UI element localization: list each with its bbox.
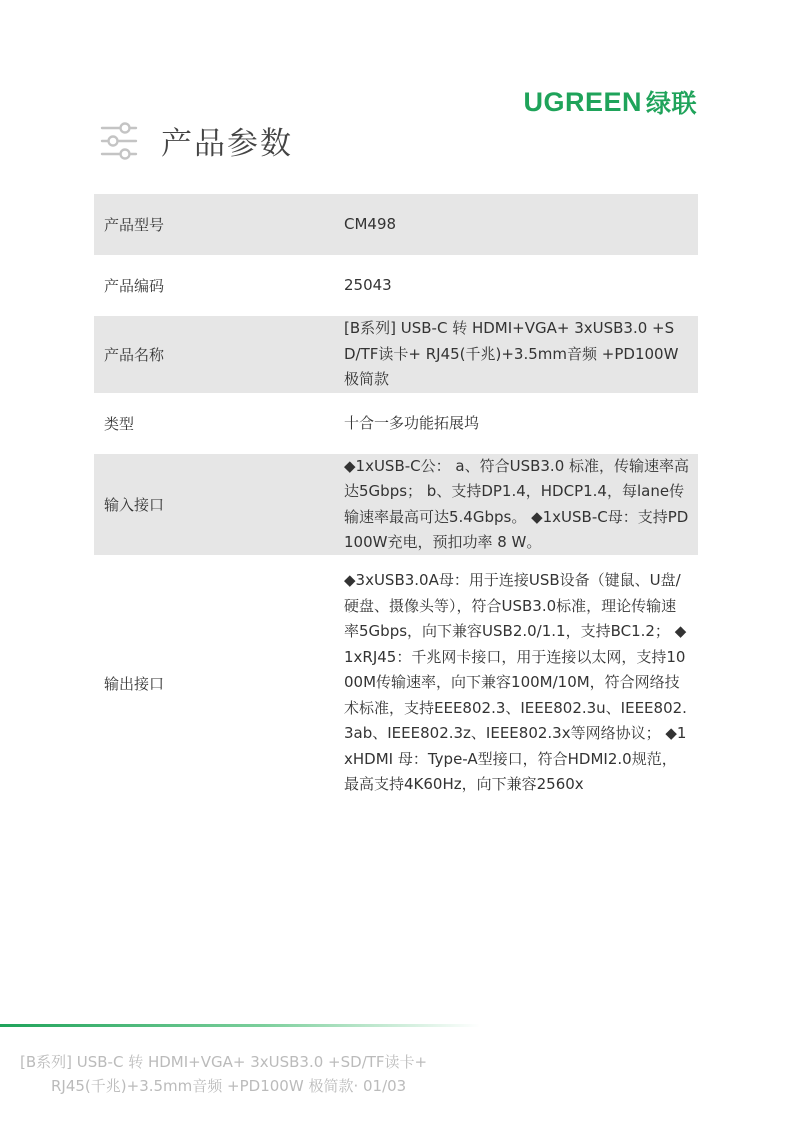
brand-logo-latin: UGREEN (523, 86, 642, 117)
spec-row-code (94, 255, 698, 316)
spec-row-input (94, 454, 698, 555)
spec-row-model (94, 194, 698, 255)
spec-row-output (94, 555, 698, 811)
spec-label: 产品编码 (104, 277, 165, 295)
spec-label: 产品型号 (104, 216, 165, 234)
spec-value: 十合一多功能拓展坞 (344, 413, 480, 432)
spec-row-name (94, 316, 698, 393)
sliders-icon (100, 122, 138, 160)
spec-label: 类型 (104, 415, 135, 433)
footer-caption (20, 1050, 490, 1098)
spec-value: [B系列] USB-C 转 HDMI+VGA+ 3xUSB3.0 +SD/TF读卡+ RJ45(千兆)+3.5mm音频 +PD100W 极简款 (344, 319, 679, 389)
spec-value: CM498 (344, 214, 397, 233)
spec-value: 25043 (344, 275, 392, 294)
spec-label: 产品名称 (104, 346, 165, 364)
spec-label: 输出接口 (104, 674, 165, 693)
spec-row-type (94, 393, 698, 454)
brand-logo (523, 84, 697, 120)
brand-logo-cjk: 绿联 (645, 89, 697, 118)
footer-line-2: RJ45(千兆)+3.5mm音频 +PD100W 极简款· 01/03 (51, 1077, 407, 1095)
spec-value: ◆1xUSB-C公： a、符合USB3.0 标准，传输速率高达5Gbps； b、支持DP1.4，HDCP1.4，每lane传输速率最高可达5.4Gbps。 ◆1xUSB-C母：支持PD 100W充电，预扣功率 8 W。 (344, 456, 690, 551)
section-header (100, 118, 293, 163)
spec-table (94, 194, 698, 811)
footer-divider (0, 1024, 480, 1027)
section-title: 产品参数 (161, 126, 293, 162)
footer-line-1: [B系列] USB-C 转 HDMI+VGA+ 3xUSB3.0 +SD/TF读卡+ (20, 1053, 428, 1071)
spec-value: ◆3xUSB3.0A母：用于连接USB设备（键鼠、U盘/硬盘、摄像头等），符合USB3.0标准，理论传输速率5Gbps，向下兼容USB2.0/1.1，支持BC1.2； ◆1xRJ45：千兆网卡接口，用于连接以太网，支持1000M传输速率，向下兼容100M/10M，符合网络技术标准，支持EEE802.3、IEEE802.3u、IEEE802.3ab、IEEE802.3z、IEEE802.3x等网络协议； ◆1xHDMI 母：Type-A型接口，符合HDMI2.0规范，最高支持4K60Hz，向下兼容2560x (344, 571, 687, 794)
spec-label: 输入接口 (104, 496, 165, 514)
